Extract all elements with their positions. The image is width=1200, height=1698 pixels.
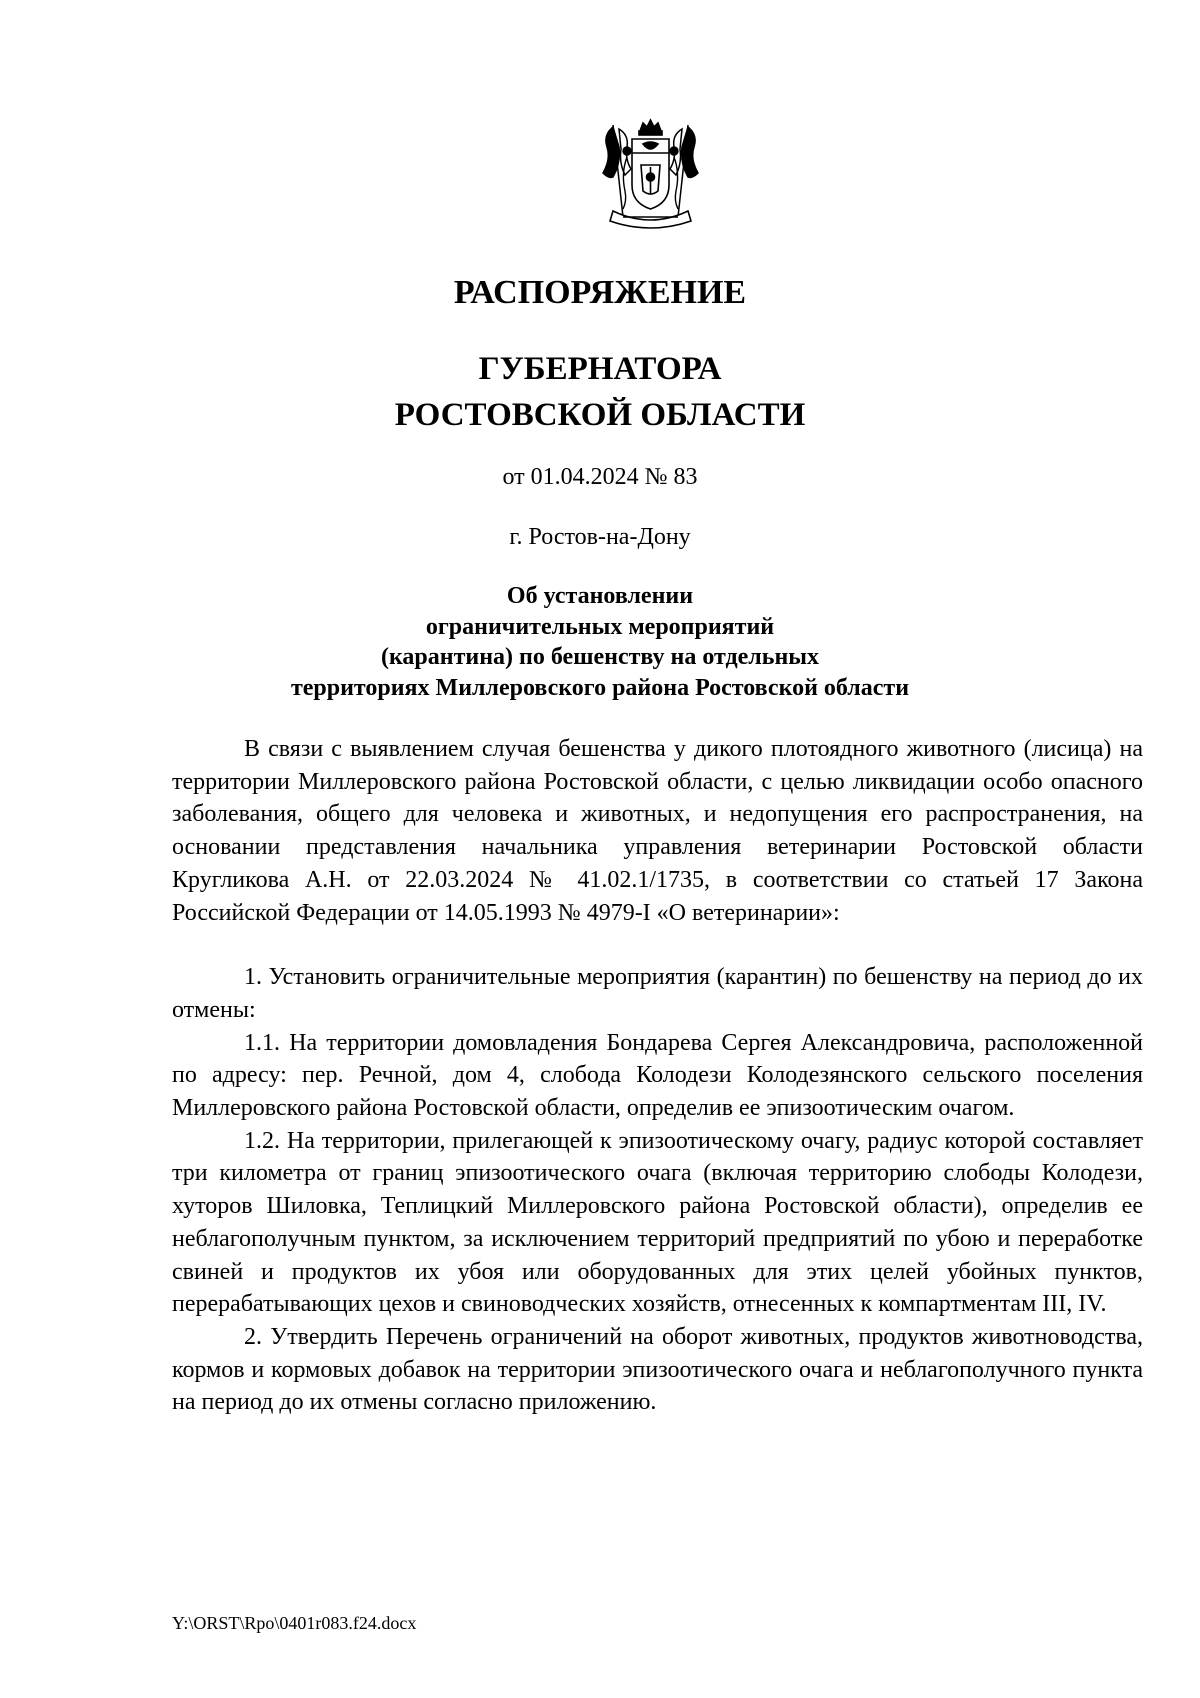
item-1-2-paragraph: 1.2. На территории, прилегающей к эпизоотическому очагу, радиус которой составляет три километра от границ эпизоотического очага (включая территорию слободы Колодези, хуторов Шиловка, Теплицкий Миллеровского района Ростовской области), определив ее неблагополучным пунктом, за исключением территорий предприятий по убою и переработке свиней и продуктов их убоя или оборудованных для этих целей убойных пунктов, перерабатывающих цехов и свиноводческих хозяйств, отнесенных к компартментам III, IV. [172, 1127, 1143, 1318]
subject-line: территориях Миллеровского района Ростовской области [290, 674, 910, 701]
document-subject [0, 581, 1200, 703]
item-1-1-paragraph: 1.1. На территории домовладения Бондарева Сергея Александровича, расположенной по адресу: пер. Речной, дом 4, слобода Колодези Колодезянского сельского поселения Миллеровского района Ростовской области, определив ее эпизоотическим очагом. [172, 1029, 1143, 1122]
issuing-authority [0, 346, 1200, 438]
document-type-title: РАСПОРЯЖЕНИЕ [453, 274, 747, 311]
authority-line-1: ГУБЕРНАТОРА [478, 351, 722, 387]
date-number: от 01.04.2024 № 83 [502, 464, 698, 490]
subject-line: Об установлении [506, 583, 694, 609]
authority-line-2: РОСТОВСКОЙ ОБЛАСТИ [394, 397, 806, 433]
city: г. Ростов-на-Дону [509, 524, 691, 550]
footer-file-path: Y:\ORST\Rpo\0401r083.f24.docx [172, 1613, 417, 1633]
coat-of-arms-icon [599, 117, 702, 231]
item-2-paragraph: 2. Утвердить Перечень ограничений на оборот животных, продуктов животноводства, кормов и кормовых добавок на территории эпизоотического очага и неблагополучного пункта на период до их отмены согласно приложению. [172, 1323, 1143, 1416]
subject-line: ограничительных мероприятий [425, 613, 775, 640]
subject-line: (карантина) по бешенству на отдельных [380, 644, 820, 670]
document-body [172, 733, 1143, 1419]
item-1-paragraph: 1. Установить ограничительные мероприятия (карантин) по бешенству на период до их отмены: [172, 964, 1143, 1023]
preamble-paragraph: В связи с выявлением случая бешенства у дикого плотоядного животного (лисица) на территории Миллеровского района Ростовской области, с целью ликвидации особо опасного заболевания, общего для человека и животных, и недопущения его распространения, на основании представления начальника управления ветеринарии Ростовской области Кругликова А.Н. от 22.03.2024 № 41.02.1/1735, в соответствии со статьей 17 Закона Российской Федерации от 14.05.1993 № 4979-I «О ветеринарии»: [172, 736, 1143, 926]
